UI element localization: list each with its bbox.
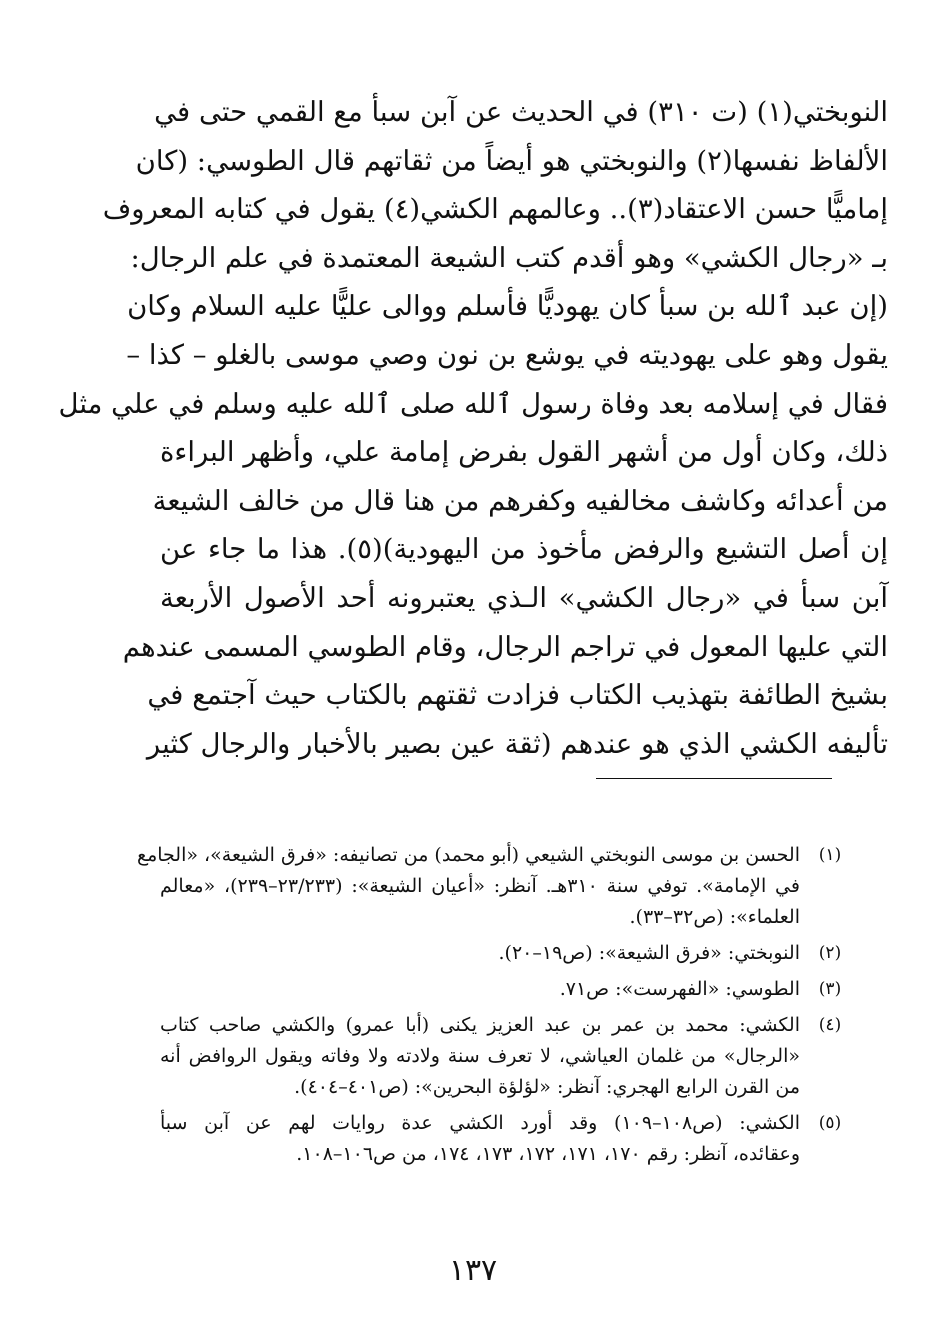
footnote-line: النوبختي: «فرق الشيعة»: (ص١٩–٢٠). xyxy=(498,942,800,964)
footnote-line: من القرن الرابع الهجري: آنظر: «لؤلؤة البحرين»: (ص٤٠١–٤٠٤). xyxy=(294,1076,800,1098)
footnote-line: وعقائده، آنظر: رقم ١٧٠، ١٧١، ١٧٢، ١٧٣، ١٧٤، من ص١٠٦–١٠٨. xyxy=(296,1143,800,1165)
footnote-3 xyxy=(160,974,850,1005)
text-line-3: إماميًّا حسن الاعتقاد(٣).. وعالمهم الكشي(٤) يقول في كتابه المعروف xyxy=(102,193,888,226)
text-line-10: إن أصل التشيع والرفض مأخوذ من اليهودية)(٥). هذا ما جاء عن xyxy=(160,533,888,566)
footnote-line: في الإمامة». توفي سنة ٣١٠هـ. آنظر: «أعيان الشيعة»: (٢٣/٢٣٣–٢٣٩)، «معالم xyxy=(160,875,800,897)
text-line-8: ذلك، وكان أول من أشهر القول بفرض إمامة علي، وأظهر البراءة xyxy=(160,436,888,469)
text-line-5: (إن عبد ٱلله بن سبأ كان يهوديًّا فأسلم ووالى عليًّا عليه السلام وكان xyxy=(127,290,888,323)
footnote-line: «الرجال» من غلمان العياشي، لا تعرف سنة ولادته ولا وفاته ويقول الروافض أنه xyxy=(160,1045,800,1067)
footnote-number: (١) xyxy=(818,845,842,865)
footnote-separator xyxy=(596,778,832,779)
footnote-number: (٢) xyxy=(818,943,842,963)
text-line-13: بشيخ الطائفة بتهذيب الكتاب فزادت ثقتهم بالكتاب حيث آجتمع في xyxy=(147,679,888,712)
text-line-6: يقول وهو على يهوديته في يوشع بن نون وصي موسى بالغلو – كذا – xyxy=(126,338,888,371)
text-line-12: التي عليها المعول في تراجم الرجال، وقام الطوسي المسمى عندهم xyxy=(122,630,888,663)
footnote-4 xyxy=(160,1010,850,1103)
footnote-line: الكشي: (ص١٠٨–١٠٩) وقد أورد الكشي عدة روايات لهم عن آبن سبأ xyxy=(160,1112,801,1134)
page-number: ١٣٧ xyxy=(448,1253,498,1288)
main-text xyxy=(58,88,888,768)
footnote-line: الطوسي: «الفهرست»: ص٧١. xyxy=(559,978,800,1000)
footnote-line: الكشي: محمد بن عمر بن عبد العزيز يكنى (أبا عمرو) والكشي صاحب كتاب xyxy=(160,1014,800,1036)
footnote-number: (٥) xyxy=(818,1113,842,1133)
text-line-7: فقال في إسلامه بعد وفاة رسول ٱلله صلى ٱلله عليه وسلم في علي مثل xyxy=(58,387,888,420)
text-line-1: النوبختي(١) (ت ٣١٠) في الحديث عن آبن سبأ مع القمي حتى في xyxy=(154,96,888,128)
text-line-2: الألفاظ نفسها(٢) والنوبختي هو أيضاً من ثقاتهم قال الطوسي: (كان xyxy=(135,144,888,177)
footnote-line: الحسن بن موسى النوبختي الشيعي (أبو محمد) من تصانيفه: «فرق الشيعة»، «الجامع xyxy=(136,844,800,866)
footnote-1 xyxy=(136,840,850,933)
text-line-9: من أعدائه وكاشف مخالفيه وكفرهم من هنا قال من خالف الشيعة xyxy=(152,484,888,517)
text-line-14: تأليفه الكشي الذي هو عندهم (ثقة عين بصير بالأخبار والرجال كثير xyxy=(146,727,888,760)
footnotes xyxy=(136,840,850,1175)
footnote-number: (٣) xyxy=(818,979,842,999)
footnote-line: العلماء»: (ص٣٢–٣٣). xyxy=(629,906,800,928)
footnote-number: (٤) xyxy=(818,1015,842,1035)
footnote-5 xyxy=(160,1108,850,1170)
text-line-4: بـ «رجال الكشي» وهو أقدم كتب الشيعة المعتمدة في علم الرجال: xyxy=(130,241,888,274)
footnote-2 xyxy=(160,938,850,969)
text-line-11: آبن سبأ في «رجال الكشي» الـذي يعتبرونه أحد الأصول الأربعة xyxy=(160,581,888,614)
